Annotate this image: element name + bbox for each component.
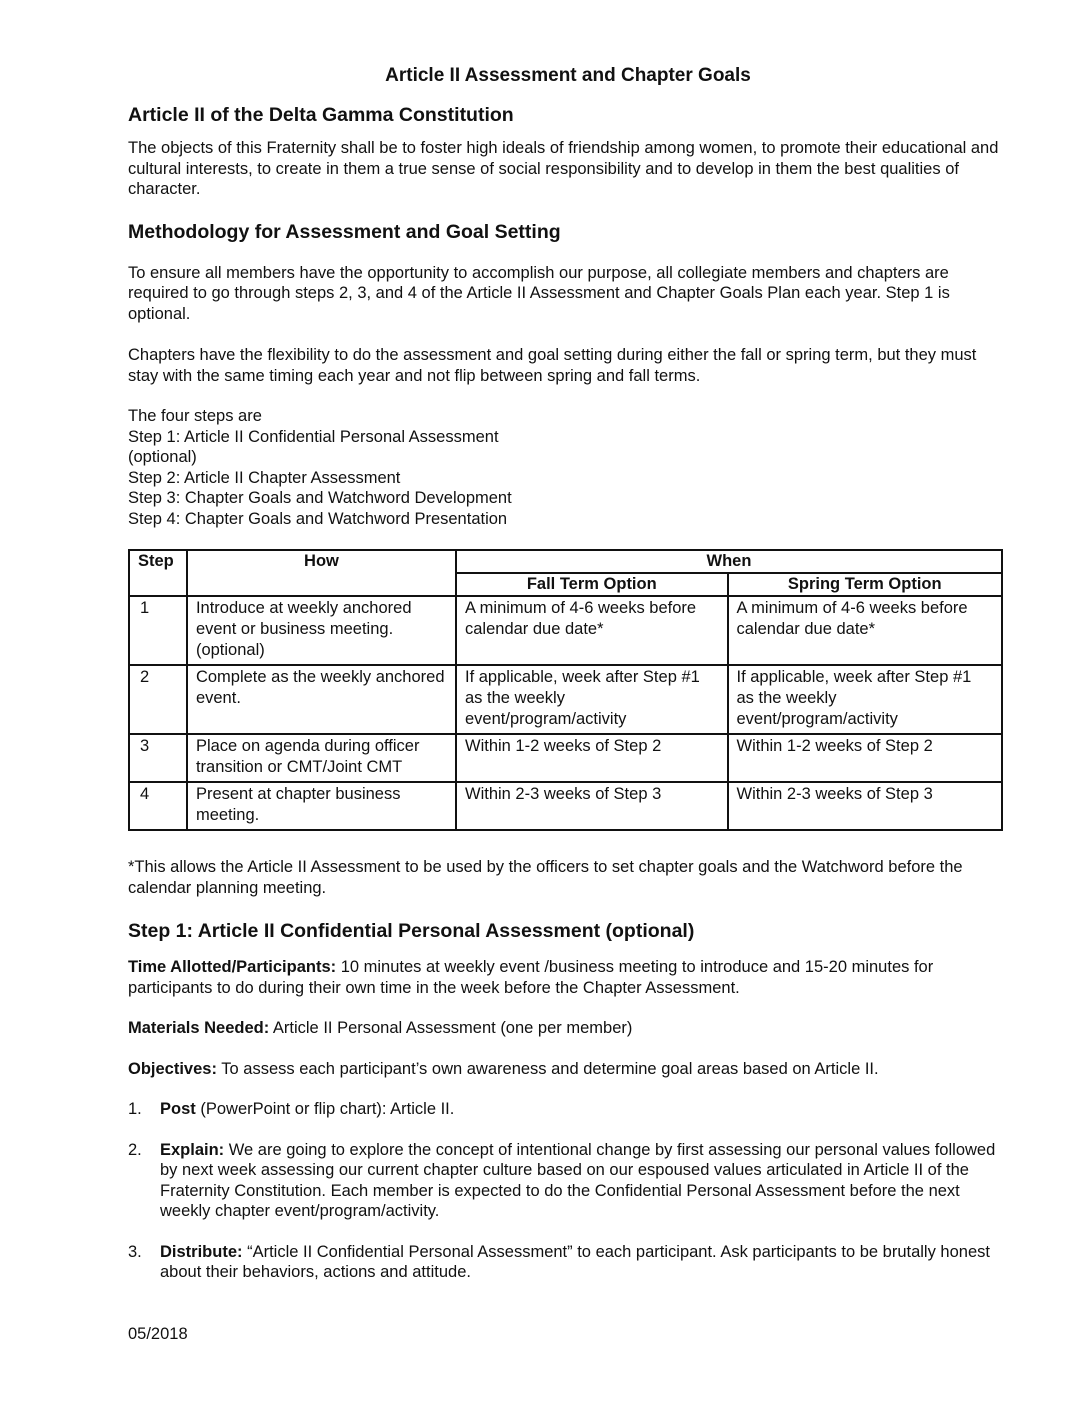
cell-spring: Within 1-2 weeks of Step 2 — [728, 734, 1003, 782]
list-item — [128, 1099, 1008, 1120]
section-heading-article-ii: Article II of the Delta Gamma Constitution — [128, 104, 514, 126]
list-item-text: We are going to explore the concept of intentional change by first assessing our personal values followed by next week assessing our current chapter culture based on our espoused values articulated in Article II of the Fraternity Constitution. Each member is expected to do the Confidential Personal Assessment before the next weekly chapter event/program/activity. — [160, 1140, 996, 1220]
cell-step: 2 — [129, 665, 187, 734]
list-item-text: “Article II Confidential Personal Assessment” to each participant. Ask participants to be brutally honest about their behaviors, actions and attitude. — [160, 1242, 990, 1281]
table-row — [129, 782, 1002, 830]
column-header-how: How — [187, 550, 456, 596]
column-header-spring: Spring Term Option — [728, 573, 1003, 596]
cell-fall: Within 1-2 weeks of Step 2 — [456, 734, 728, 782]
time-allotted-label: Time Allotted/Participants: — [128, 958, 337, 976]
cell-spring: If applicable, week after Step #1 as the weekly event/program/activity — [728, 665, 1003, 734]
column-header-when: When — [456, 550, 1002, 573]
materials-text: Article II Personal Assessment (one per member) — [269, 1019, 633, 1037]
steps-list-item: Step 4: Chapter Goals and Watchword Presentation — [128, 509, 508, 528]
steps-intro: The four steps are — [128, 407, 262, 425]
list-item-label: Distribute: — [160, 1242, 243, 1261]
list-item-text: (PowerPoint or flip chart): Article II. — [195, 1100, 455, 1118]
table-footnote: *This allows the Article II Assessment to be used by the officers to set chapter goals and the Watchword before the calendar planning meeting. — [128, 858, 963, 897]
cell-how: Introduce at weekly anchored event or business meeting.(optional) — [187, 596, 456, 665]
table-row — [129, 734, 1002, 782]
section-heading-methodology: Methodology for Assessment and Goal Setting — [128, 220, 561, 243]
cell-spring: Within 2-3 weeks of Step 3 — [728, 782, 1003, 830]
document-title: Article II Assessment and Chapter Goals — [385, 65, 751, 86]
cell-step: 3 — [129, 734, 187, 782]
document-page — [128, 60, 1008, 1283]
list-number: 2. — [128, 1140, 142, 1159]
column-header-step: Step — [129, 550, 187, 596]
section-heading-step1: Step 1: Article II Confidential Personal Assessment (optional) — [128, 920, 695, 942]
cell-how: Complete as the weekly anchored event. — [187, 665, 456, 734]
cell-step: 1 — [129, 596, 187, 665]
time-allotted-text: 10 minutes at weekly event /business meeting to introduce and 15-20 minutes for participants to do during their own time in the week before the Chapter Assessment. — [128, 958, 934, 997]
cell-fall: Within 2-3 weeks of Step 3 — [456, 782, 728, 830]
instruction-list — [128, 1099, 1008, 1283]
time-allotted — [128, 957, 1008, 998]
article-ii-text: The objects of this Fraternity shall be to foster high ideals of friendship among women, to promote their educational and cultural interests, to create in them a true sense of social responsibility and to develop in them the best qualities of character. — [128, 139, 999, 198]
steps-list-item: Step 2: Article II Chapter Assessment — [128, 468, 401, 487]
objectives — [128, 1059, 1008, 1080]
list-number: 1. — [128, 1100, 142, 1118]
materials-needed — [128, 1018, 1008, 1039]
footer-date: 05/2018 — [128, 1325, 188, 1343]
schedule-table — [128, 549, 1003, 831]
steps-list-item: (optional) — [128, 448, 197, 466]
steps-list — [128, 406, 1008, 529]
table-row — [129, 596, 1002, 665]
list-item-label: Post — [160, 1100, 196, 1118]
cell-how: Present at chapter business meeting. — [187, 782, 456, 830]
cell-spring: A minimum of 4-6 weeks before calendar due date* — [728, 596, 1003, 665]
steps-list-item: Step 1: Article II Confidential Personal Assessment — [128, 427, 499, 446]
list-item — [128, 1242, 1008, 1283]
cell-how: Place on agenda during officer transition or CMT/Joint CMT — [187, 734, 456, 782]
table-row — [129, 665, 1002, 734]
cell-fall: If applicable, week after Step #1 as the weekly event/program/activity — [456, 665, 728, 734]
cell-fall: A minimum of 4-6 weeks before calendar due date* — [456, 596, 728, 665]
list-item-label: Explain: — [160, 1140, 225, 1159]
objectives-label: Objectives: — [128, 1059, 217, 1078]
cell-step: 4 — [129, 782, 187, 830]
table-header-row — [129, 550, 1002, 573]
steps-list-item: Step 3: Chapter Goals and Watchword Development — [128, 489, 512, 507]
objectives-text: To assess each participant’s own awareness and determine goal areas based on Article II. — [216, 1059, 879, 1078]
list-number: 3. — [128, 1242, 142, 1261]
methodology-paragraph-1: To ensure all members have the opportunity to accomplish our purpose, all collegiate members and chapters are required to go through steps 2, 3, and 4 of the Article II Assessment and Chapter Goals Plan each year. Step 1 is optional. — [128, 263, 950, 323]
column-header-fall: Fall Term Option — [456, 573, 728, 596]
materials-label: Materials Needed: — [128, 1019, 270, 1037]
list-item — [128, 1140, 1008, 1222]
methodology-paragraph-2: Chapters have the flexibility to do the assessment and goal setting during either the fall or spring term, but they must stay with the same timing each year and not flip between spring and fall terms. — [128, 346, 977, 385]
